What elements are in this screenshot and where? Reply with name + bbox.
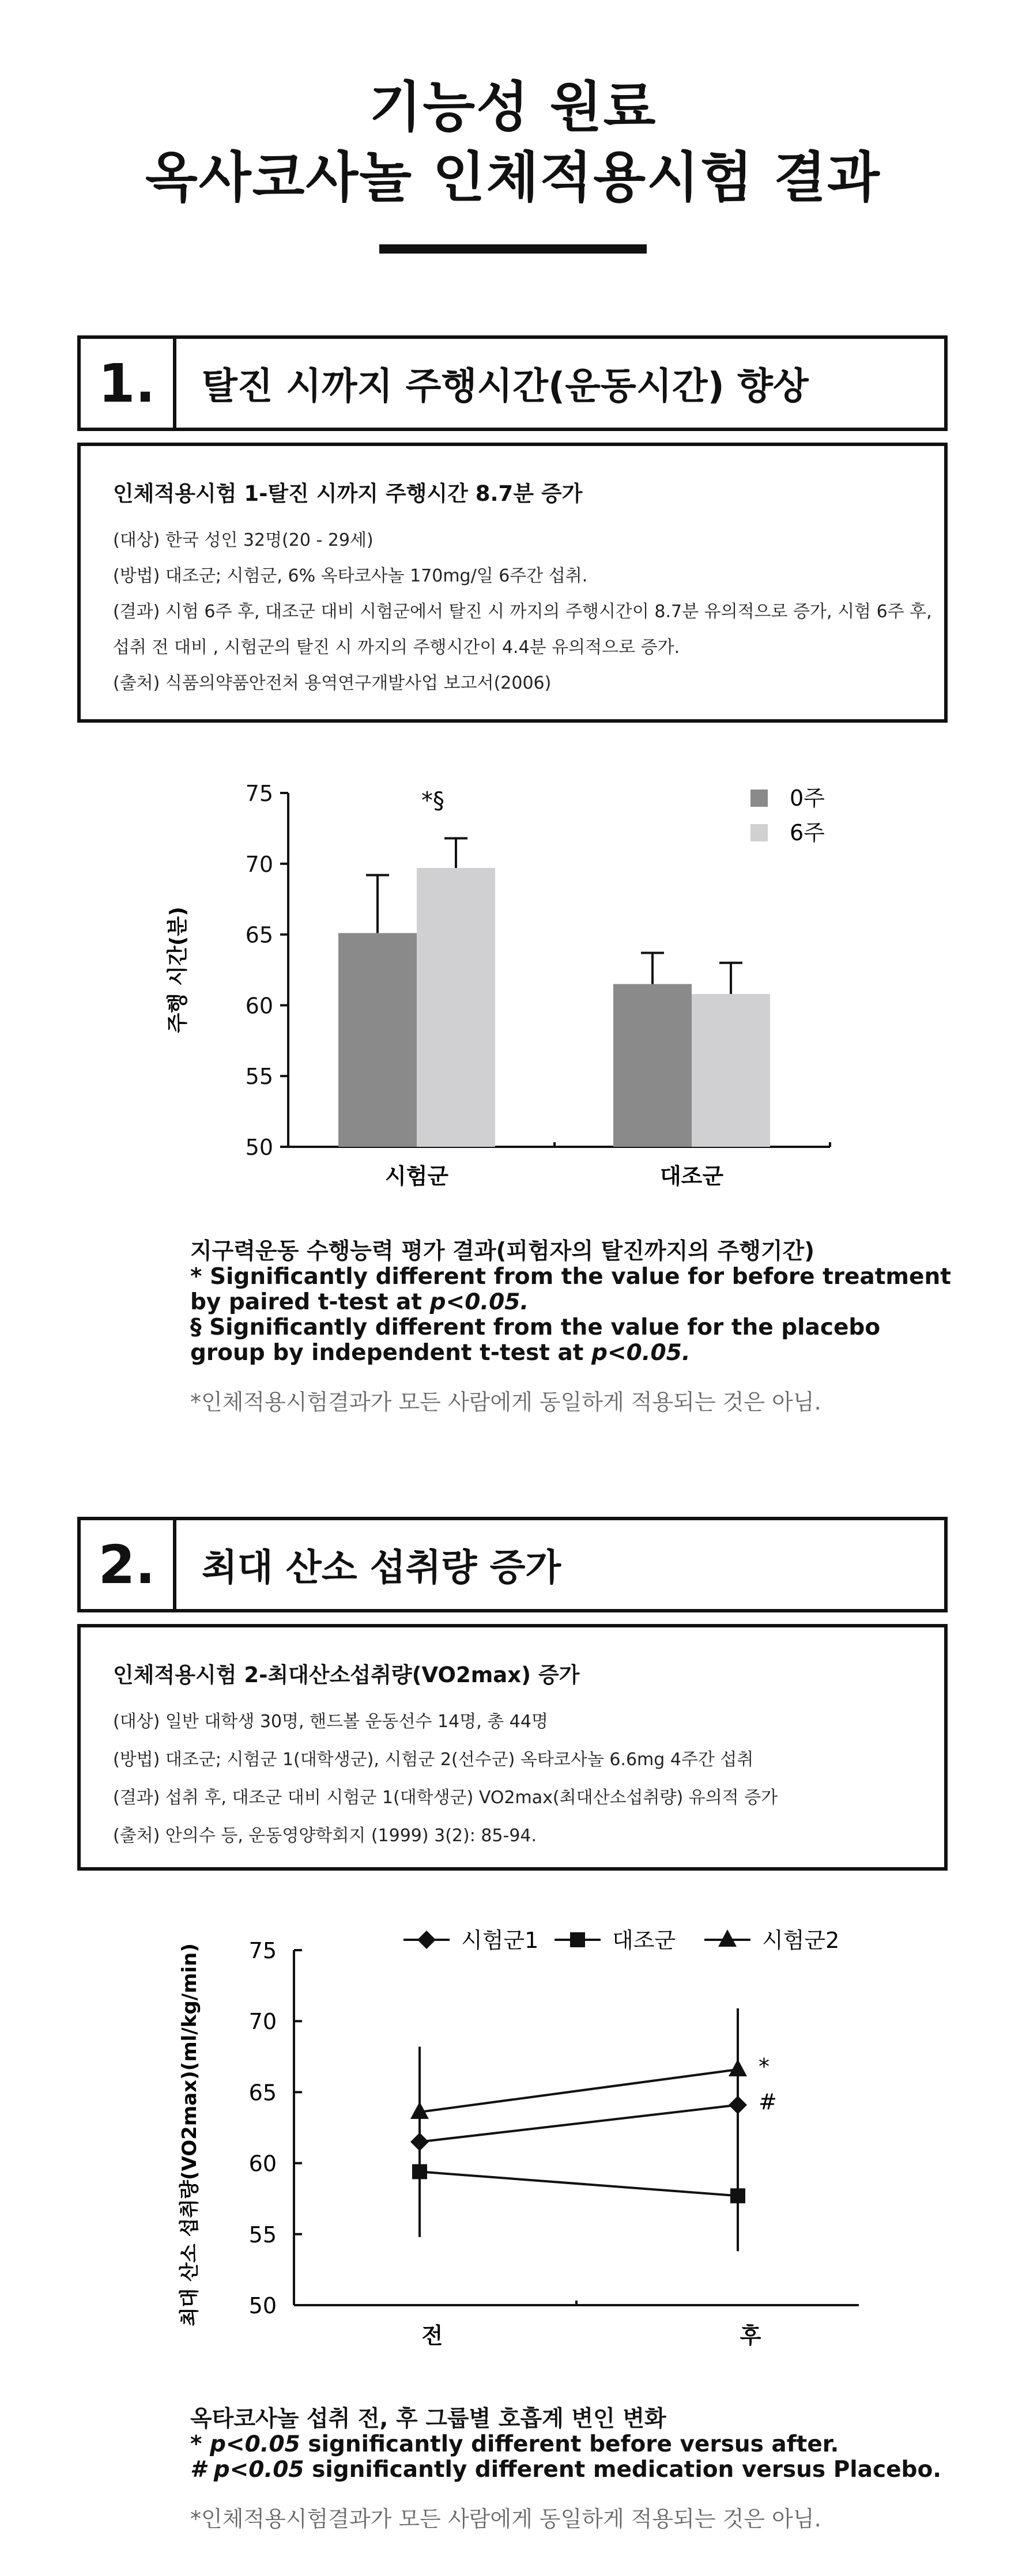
- x-tick-label: 후: [740, 2323, 761, 2348]
- section2-info-line: (대상) 일반 대학생 30명, 핸드볼 운동선수 14명, 총 44명: [113, 1712, 548, 1732]
- series-line: [420, 2069, 738, 2112]
- data-point: [730, 2188, 745, 2203]
- y-tick-label: 60: [248, 2151, 277, 2177]
- line-chart: [0, 1913, 1026, 2374]
- data-point: [412, 2164, 427, 2179]
- caption-pvalue: p<0.05.: [591, 1340, 691, 1366]
- bar: [417, 868, 495, 1147]
- section1-info-line: (결과) 시험 6주 후, 대조군 대비 시험군에서 탈진 시 까지의 주행시간이 8.7분 유의적으로 증가, 시험 6주 후,: [113, 602, 932, 622]
- series-line: [420, 2105, 738, 2142]
- section1-info-line: 섭취 전 대비 , 시험군의 탈진 시 까지의 주행시간이 4.4분 유의적으로 증가.: [113, 637, 680, 658]
- y-tick-label: 55: [248, 2222, 277, 2248]
- significance-mark: #: [759, 2089, 777, 2115]
- section2-info-box: [77, 1624, 948, 1871]
- section1-caption-line: * Significantly different from the value for before treatment: [190, 1264, 951, 1290]
- y-tick-label: 75: [245, 781, 273, 806]
- y-tick-label: 70: [248, 2009, 277, 2035]
- legend-marker: [570, 1932, 585, 1947]
- section2-disclaimer: *인체적용시험결과가 모든 사람에게 동일하게 적용되는 것은 아님.: [190, 2506, 821, 2532]
- x-category-label: 대조군: [659, 1164, 724, 1189]
- y-axis-label: 최대 산소 섭취량(VO2max)(ml/kg/min): [178, 1943, 201, 2326]
- y-tick-label: 65: [245, 922, 273, 948]
- section1-caption-line: 지구력운동 수행능력 평가 결과(피험자의 탈진까지의 주행기간): [190, 1238, 815, 1264]
- legend-label: 대조군: [612, 1928, 676, 1953]
- section1-caption-line: [190, 1290, 529, 1315]
- page-title-line1: 기능성 원료: [369, 76, 657, 139]
- y-axis-label: 주행 시간(분): [166, 906, 190, 1033]
- legend-label: 6주: [790, 820, 825, 845]
- section1-info-heading: 인체적용시험 1-탈진 시까지 주행시간 8.7분 증가: [113, 481, 583, 506]
- section1-info-line: (방법) 대조군; 시험군, 6% 옥타코사놀 170mg/일 6주간 섭취.: [113, 566, 588, 586]
- title-divider: [379, 244, 647, 254]
- y-tick-label: 50: [245, 1135, 273, 1160]
- y-tick-label: 55: [245, 1064, 273, 1090]
- section2-caption-line: [190, 2457, 941, 2483]
- bar: [338, 933, 417, 1147]
- data-point: [729, 2059, 747, 2076]
- y-tick-label: 60: [245, 993, 273, 1019]
- caption-pvalue: # p<0.05: [190, 2457, 304, 2483]
- section1-info-line: (출처) 식품의약품안전처 용역연구개발사업 보고서(2006): [113, 673, 552, 693]
- section1-number: 1.: [81, 339, 176, 428]
- x-tick-label: 전: [421, 2323, 443, 2348]
- legend-swatch: [750, 824, 768, 841]
- significance-mark: *§: [421, 787, 444, 814]
- legend-label: 시험군1: [461, 1928, 539, 1953]
- section1-caption-line: § Significantly different from the value for the placebo: [190, 1315, 881, 1340]
- significance-mark: *: [759, 2053, 770, 2079]
- series-line: [420, 2171, 738, 2196]
- y-tick-label: 65: [248, 2080, 277, 2106]
- caption-text: group by independent t-test at: [190, 1340, 592, 1366]
- bar: [613, 984, 692, 1147]
- section2-info-line: (결과) 섭취 후, 대조군 대비 시험군 1(대학생군) VO2max(최대산소섭취량) 유의적 증가: [113, 1788, 778, 1808]
- legend-swatch: [750, 790, 768, 807]
- section2-title: 최대 산소 섭취량 증가: [202, 1547, 561, 1589]
- section2-info-line: (방법) 대조군; 시험군 1(대학생군), 시험군 2(선수군) 옥타코사놀 6.6mg 4주간 섭취: [113, 1750, 754, 1770]
- caption-pvalue: * p<0.05: [190, 2431, 300, 2457]
- y-tick-label: 70: [245, 851, 273, 877]
- page-title-line2: 옥사코사놀 인체적용시험 결과: [145, 146, 881, 209]
- y-tick-label: 50: [248, 2293, 277, 2318]
- legend-marker: [718, 1929, 737, 1947]
- legend-label: 시험군2: [762, 1928, 840, 1953]
- section1-caption-line: [190, 1340, 691, 1366]
- legend-marker: [417, 1931, 436, 1949]
- caption-pvalue: p<0.05.: [429, 1289, 529, 1315]
- section2-info-line: (출처) 안의수 등, 운동영양학회지 (1999) 3(2): 85-94.: [113, 1826, 537, 1846]
- section1-disclaimer: *인체적용시험결과가 모든 사람에게 동일하게 적용되는 것은 아님.: [190, 1389, 821, 1415]
- caption-text: significantly different medication versus Placebo.: [304, 2457, 942, 2483]
- bar: [692, 994, 770, 1147]
- section1-header: [77, 335, 948, 431]
- section2-number: 2.: [81, 1520, 176, 1609]
- section2-caption-line: [190, 2432, 839, 2457]
- section1-info-box: [77, 443, 948, 723]
- caption-text: significantly different before versus after.: [300, 2431, 839, 2457]
- section2-caption-line: 옥타코사놀 섭취 전, 후 그룹별 호흡계 변인 변화: [190, 2406, 666, 2432]
- y-tick-label: 75: [248, 1938, 277, 1963]
- legend-label: 0주: [790, 785, 825, 811]
- section1-info-line: (대상) 한국 성인 32명(20 - 29세): [113, 530, 374, 550]
- bar-chart: [0, 749, 1026, 1204]
- caption-text: by paired t-test at: [190, 1289, 430, 1315]
- section1-title: 탈진 시까지 주행시간(운동시간) 향상: [202, 365, 809, 408]
- section2-header: [77, 1517, 948, 1612]
- x-category-label: 시험군: [384, 1164, 449, 1189]
- section2-info-heading: 인체적용시험 2-최대산소섭취량(VO2max) 증가: [113, 1663, 580, 1687]
